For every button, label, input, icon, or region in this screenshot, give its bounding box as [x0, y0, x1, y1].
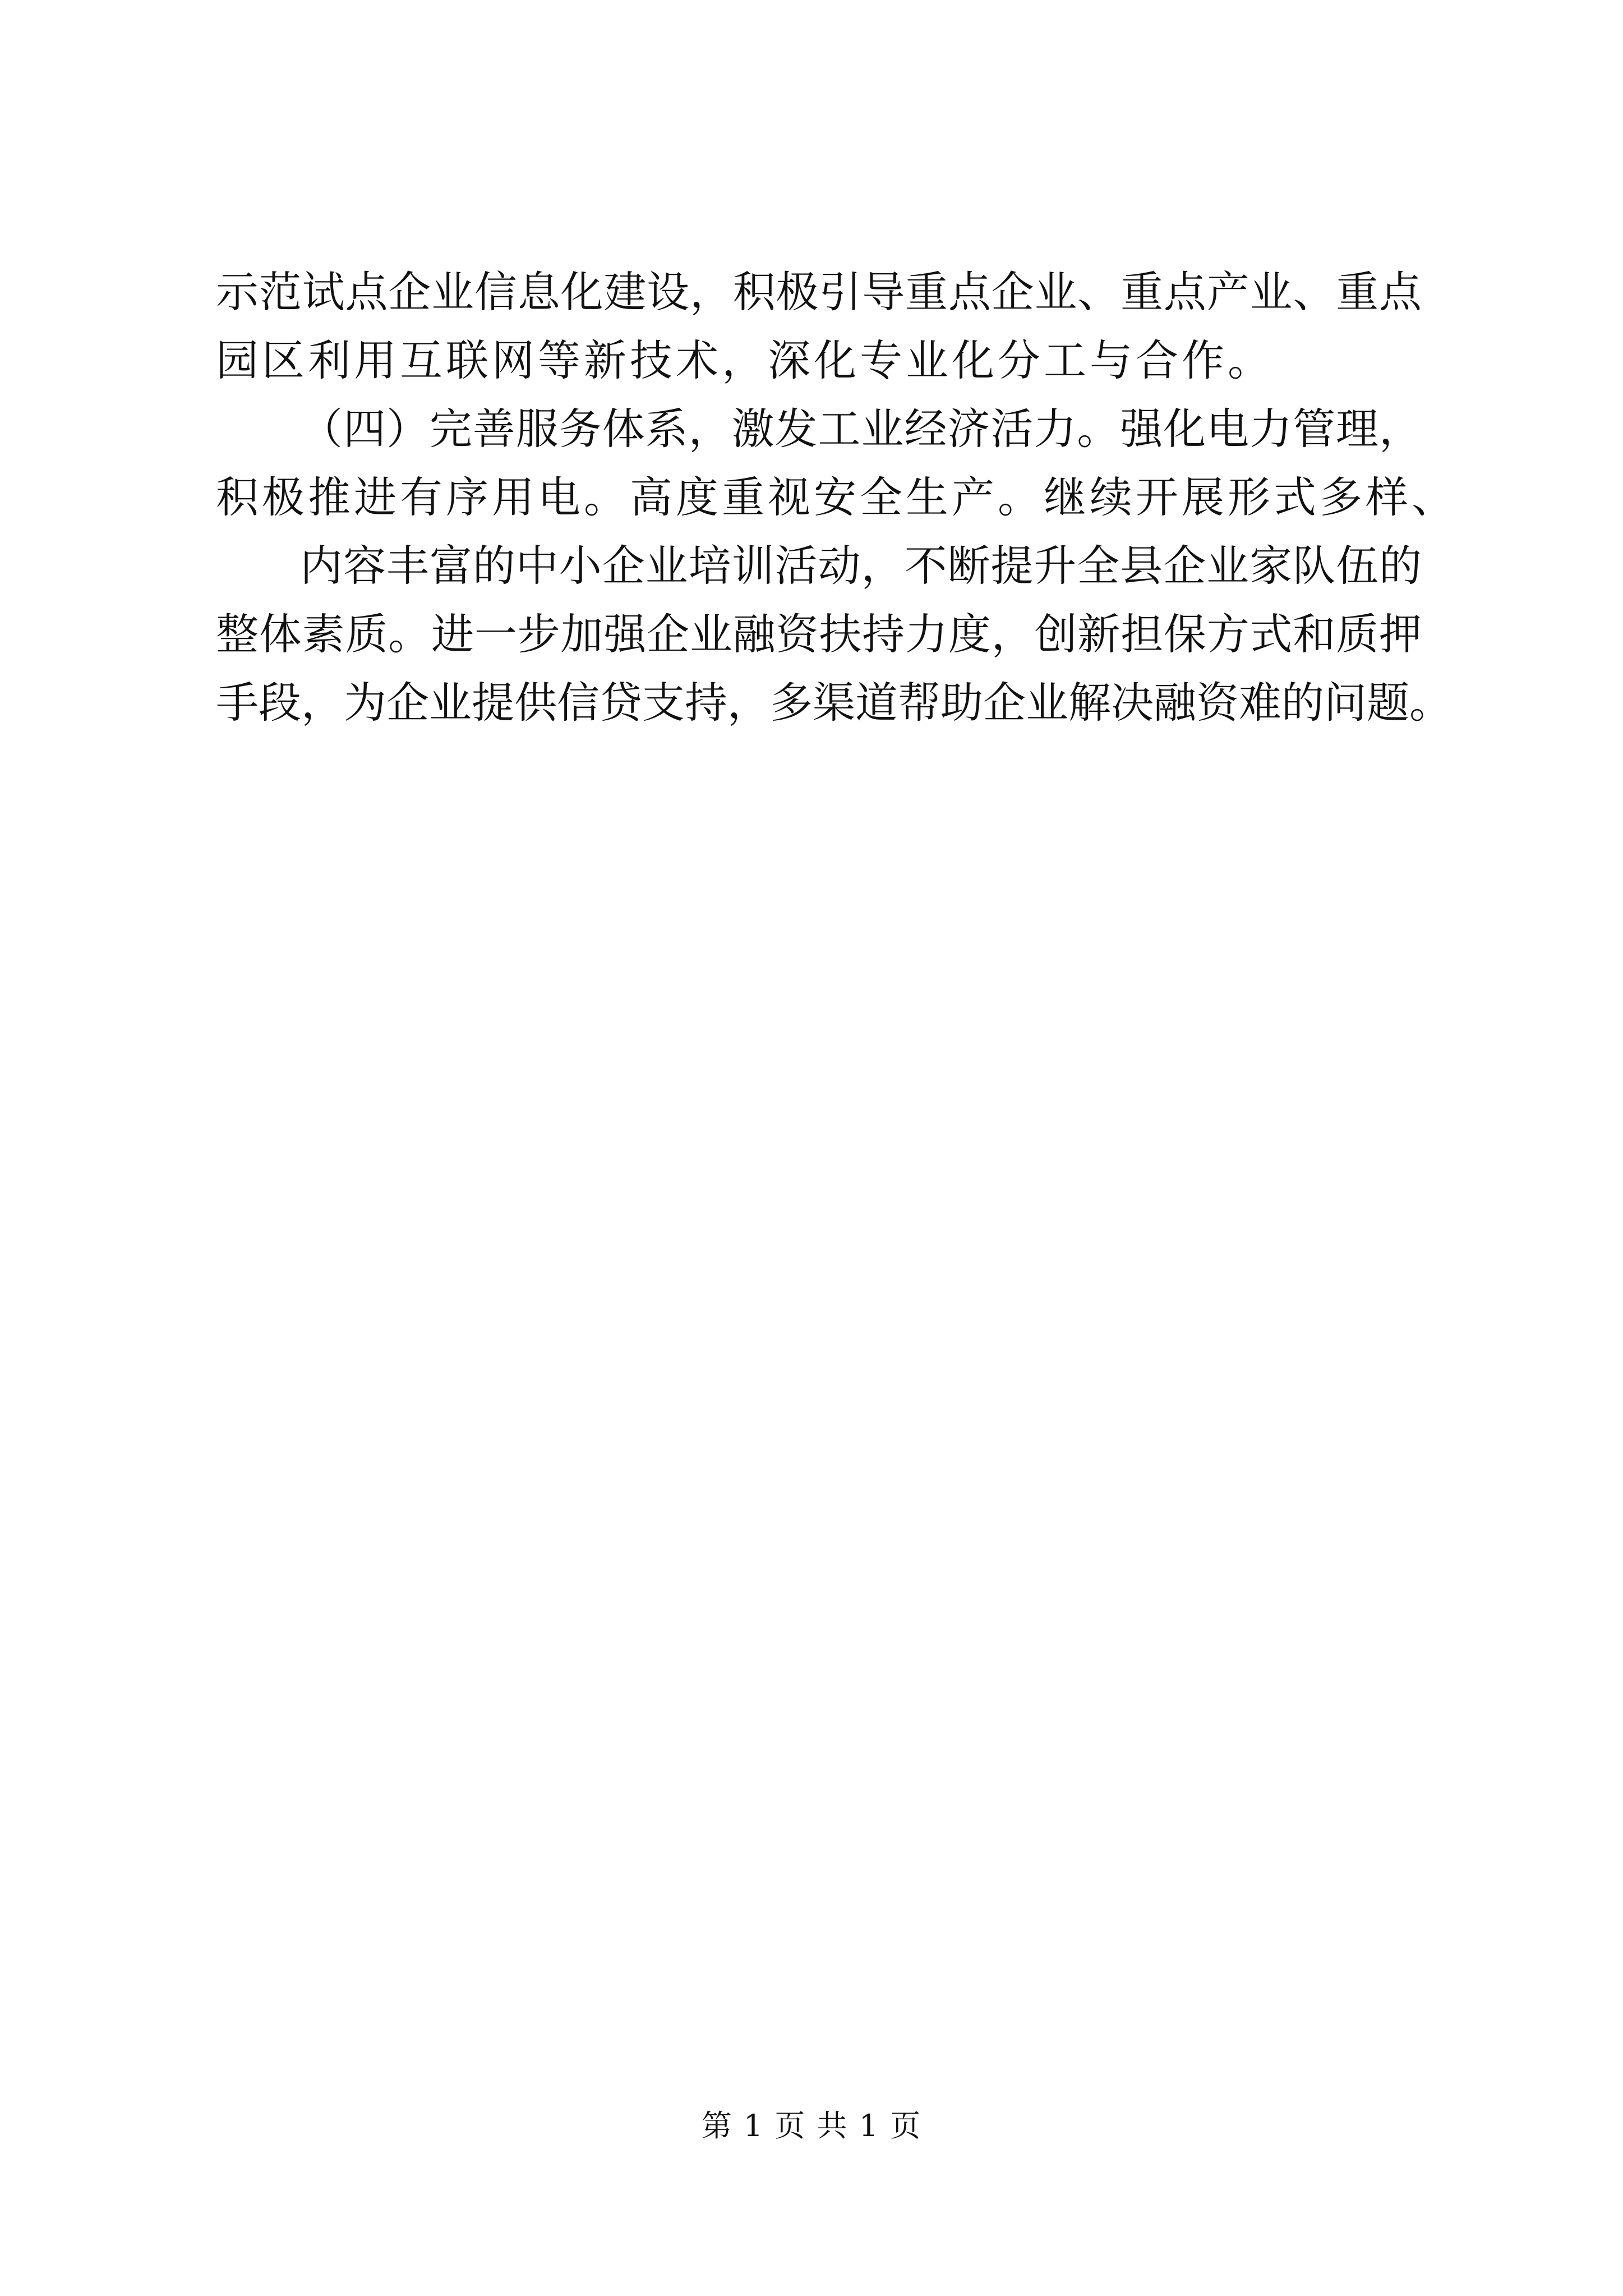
page-footer: 第 1 页 共 1 页	[701, 2108, 922, 2143]
text-line: 整体素质。进一步加强企业融资扶持力度，创新担保方式和质押	[216, 609, 1422, 659]
text-line: 示范试点企业信息化建设，积极引导重点企业、重点产业、重点	[216, 267, 1422, 317]
paragraph-heading-line: （四）完善服务体系，激发工业经济活力。强化电力管理，	[300, 404, 1422, 454]
body-text	[216, 258, 1458, 737]
text-line: 手段，为企业提供信贷支持，多渠道帮助企业解决融资难的问题。	[216, 678, 1452, 728]
paragraph-start-line: 内容丰富的中小企业培训活动，不断提升全县企业家队伍的	[300, 541, 1422, 591]
text-line: 积极推进有序用电。高度重视安全生产。继续开展形式多样、	[216, 472, 1458, 522]
text-line: 园区利用互联网等新技术，深化专业化分工与合作。	[216, 335, 1274, 385]
